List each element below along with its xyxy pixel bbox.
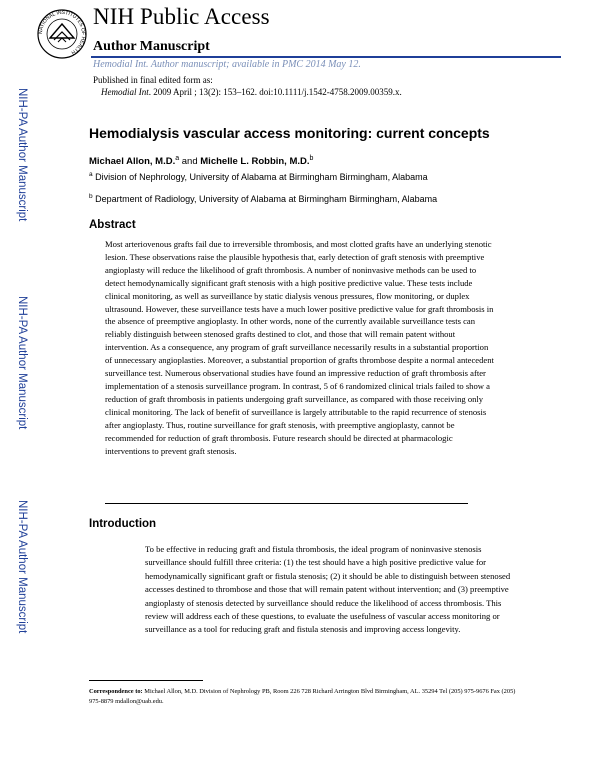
affiliation-nephrology-text: Division of Nephrology, University of Alabama at Birmingham Birmingham, Alabama bbox=[92, 172, 428, 182]
abstract-heading: Abstract bbox=[89, 219, 136, 231]
correspondence-text: Michael Allon, M.D. Division of Nephrology PB, Room 226 728 Richard Arrington Blvd Birmingham, AL. 35294 Tel (205) 975-9676 Fax (205) 975-8879 mdallon@uab.edu. bbox=[89, 688, 516, 705]
author-allon-affiliation-mark: a bbox=[175, 155, 180, 162]
author-conjunction: and bbox=[179, 156, 201, 168]
author-list bbox=[89, 155, 313, 167]
affiliation-mark-b: b bbox=[89, 193, 93, 200]
introduction-heading: Introduction bbox=[89, 518, 157, 530]
introduction-body: To be effective in reducing graft and fistula thrombosis, the ideal program of noninvasive stenosis surveillance should fulfill three criteria: (1) the test should have a high positive predictive value for hemodynamically significant graft or fistula stenosis; (2) it should be able to distinguish between stenosed accesses destined to thrombose and those that will remain patent without intervention; and (3) preemptive angioplasty of stenosis detected by surveillance should reduce the likelihood of access thrombosis. This review will address each of these questions, to evaluate the usefulness of vascular access monitoring or surveillance as a tool for reducing graft and fistula stenosis and improving access longevity. bbox=[145, 544, 511, 635]
side-watermark-1: NIH-PA Author Manuscript bbox=[16, 88, 28, 222]
svg-text:NATIONAL INSTITUTES OF HEALTH: NATIONAL INSTITUTES OF HEALTH bbox=[37, 9, 87, 56]
header-divider bbox=[91, 56, 561, 58]
side-watermark-2: NIH-PA Author Manuscript bbox=[16, 296, 28, 430]
side-watermark-3: NIH-PA Author Manuscript bbox=[16, 500, 28, 634]
article-title: Hemodialysis vascular access monitoring: current concepts bbox=[89, 125, 490, 141]
correspondence-label: Correspondence to: bbox=[89, 688, 143, 695]
citation-journal: Hemodial Int bbox=[101, 87, 149, 97]
nih-seal-logo bbox=[36, 8, 88, 60]
affiliation-radiology-text: Department of Radiology, University of Alabama at Birmingham Birmingham, Alabama bbox=[92, 194, 438, 204]
correspondence-footnote bbox=[89, 687, 519, 706]
nih-public-access-title: NIH Public Access bbox=[93, 4, 270, 29]
affiliation-nephrology bbox=[89, 171, 428, 182]
citation-details: . 2009 April ; 13(2): 153–162. doi:10.1111/j.1542-4758.2009.00359.x. bbox=[148, 87, 402, 97]
author-allon: Michael Allon, M.D. bbox=[89, 156, 176, 168]
citation-line bbox=[101, 87, 402, 97]
author-robbin-affiliation-mark: b bbox=[309, 155, 314, 162]
author-robbin: Michelle L. Robbin, M.D. bbox=[200, 156, 310, 168]
affiliation-radiology bbox=[89, 193, 437, 204]
author-manuscript-subtitle: Author Manuscript bbox=[93, 39, 210, 54]
abstract-body: Most arteriovenous grafts fail due to irreversible thrombosis, and most clotted grafts have an underlying stenotic lesion. These observations raise the plausible hypothesis that, early detection of graft stenosis with preemptive angioplasty will reduce the likelihood of graft thrombosis. A number of noninvasive methods can be used to detect hemodynamically significant graft stenosis with a high positive predictive value. These tests include clinical monitoring, as well as surveillance by static dialysis venous pressures, flow monitoring, or duplex ultrasound. However, these surveillance tests have a much lower positive predictive value for graft thrombosis in the absence of preemptive angioplasty. In other words, none of the currently available surveillance tests can reliably distinguish between stenosed grafts destined to clot, and those that will remain patent without intervention. As a consequence, any program of graft surveillance necessarily results in a substantial proportion of unnecessary angioplasties. Moreover, a substantial proportion of grafts thrombose despite a normal antecedent surveillance test. Numerous observational studies have found an impressive reduction of graft thrombosis after implementation of a stenosis surveillance program. In contrast, 5 of 6 randomized clinical trials failed to show a reduction of graft thrombosis in patients undergoing graft surveillance, as compared with those receiving only clinical monitoring. The lack of benefit of surveillance is largely attributable to the rapid recurrence of stenosis after angioplasty. Thus, routine surveillance for graft stenosis, with preemptive angioplasty, cannot be recommended for reduction of graft thrombosis. Future research should be directed at pharmacologic interventions to prevent graft stenosis. bbox=[105, 239, 494, 456]
affiliation-mark-a: a bbox=[89, 171, 93, 178]
published-final-note: Published in final edited form as: bbox=[93, 75, 213, 85]
abstract-divider bbox=[105, 503, 468, 504]
footnote-divider bbox=[89, 680, 203, 681]
journal-availability-line: Hemodial Int. Author manuscript; available in PMC 2014 May 12. bbox=[93, 59, 361, 70]
